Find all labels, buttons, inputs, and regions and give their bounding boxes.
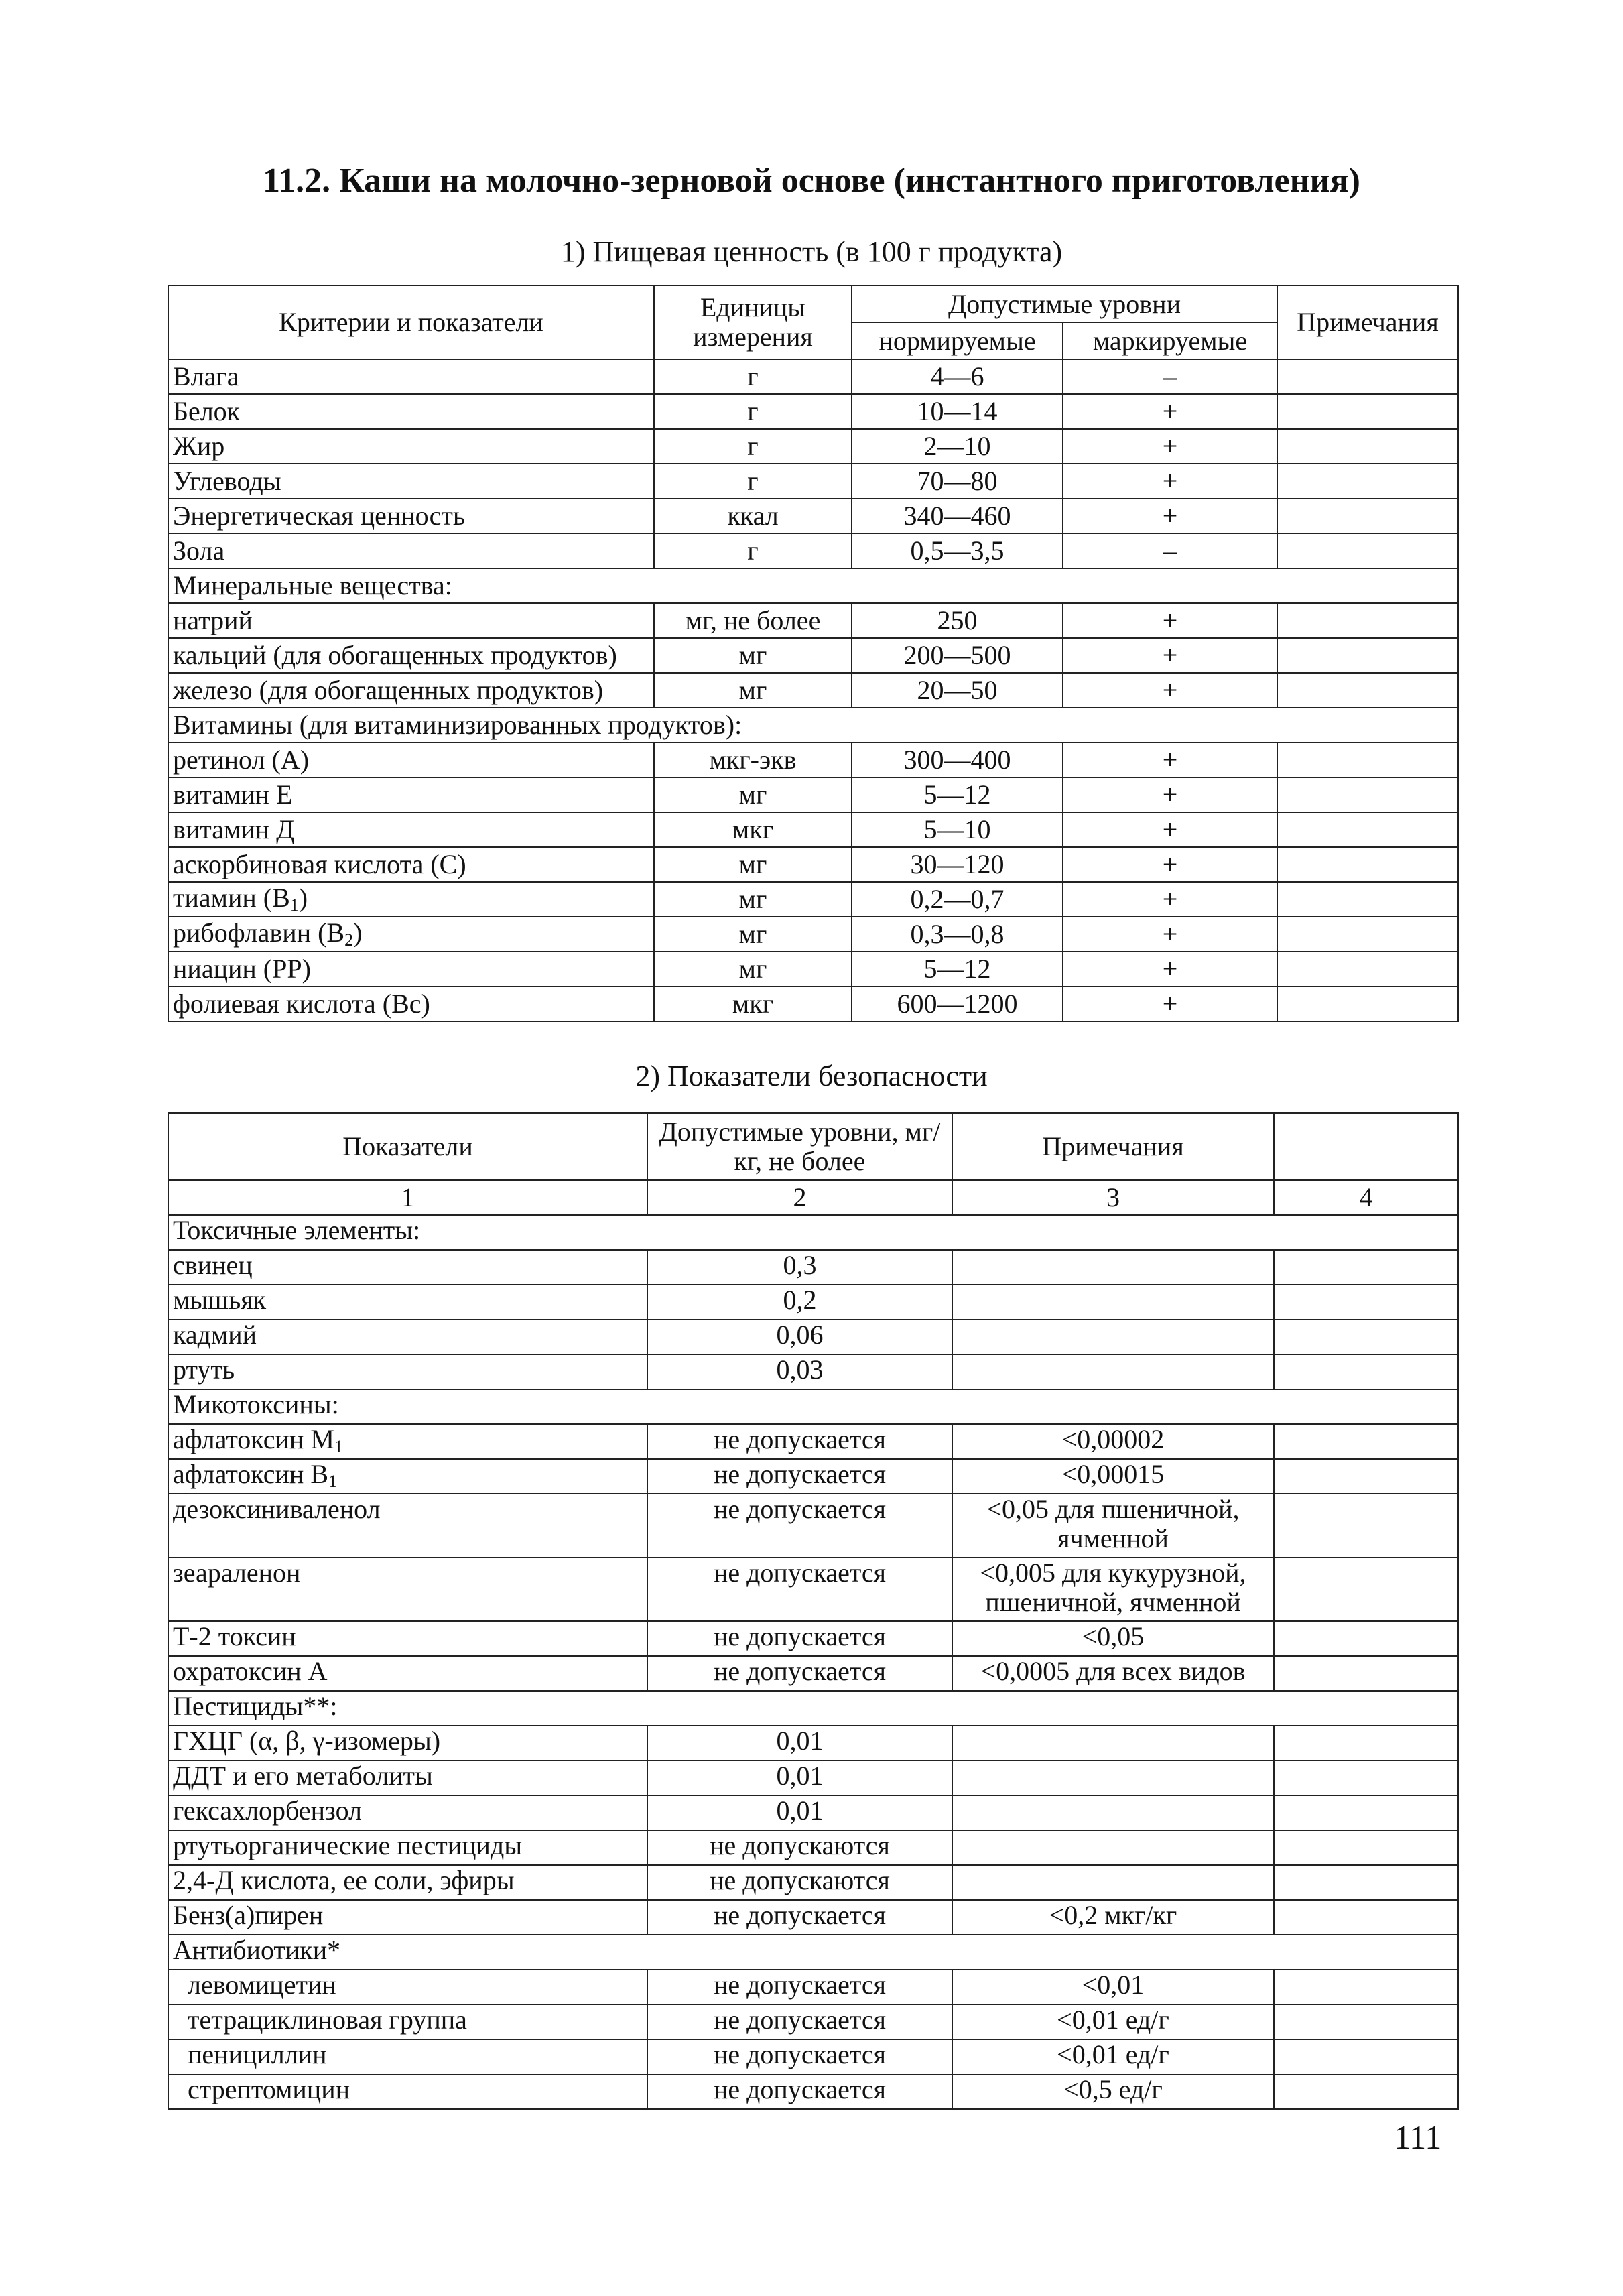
note-cell xyxy=(952,1250,1274,1285)
unit-cell: г xyxy=(654,533,852,568)
note-cell xyxy=(952,1865,1274,1900)
notes-cell xyxy=(1277,429,1458,464)
extra-cell xyxy=(1274,1494,1458,1557)
extra-cell xyxy=(1274,1795,1458,1830)
table-row xyxy=(168,359,1458,394)
level-cell: не допускается xyxy=(647,2039,952,2074)
note-cell xyxy=(952,1795,1274,1830)
indicator-name xyxy=(168,1250,647,1285)
notes-cell xyxy=(1277,533,1458,568)
marked-cell: + xyxy=(1063,464,1277,499)
extra-cell xyxy=(1274,1761,1458,1795)
row-label-text: охратоксин А xyxy=(173,1656,328,1686)
section-heading: Пестициды**: xyxy=(168,1691,1458,1726)
subscript: 2 xyxy=(344,930,354,950)
row-label-text: ртутьорганические пестициды xyxy=(173,1830,523,1860)
unit-cell: мкг xyxy=(654,986,852,1021)
criterion-name xyxy=(168,917,654,952)
header-levels: Допустимые уровни, мг/кг, не более xyxy=(647,1113,952,1180)
table-row xyxy=(168,1320,1458,1354)
normalized-cell: 600—1200 xyxy=(852,986,1063,1021)
page-title: 11.2. Каши на молочно-зерновой основе (инстантного приготовления) xyxy=(263,162,1360,200)
row-label-text: Бенз(а)пирен xyxy=(173,1900,324,1930)
table-row xyxy=(168,1621,1458,1656)
table-row xyxy=(168,1656,1458,1691)
note-cell xyxy=(952,1830,1274,1865)
row-label-text: натрий xyxy=(173,605,253,635)
row-label-text: свинец xyxy=(173,1250,253,1280)
marked-cell: + xyxy=(1063,499,1277,533)
indicator-name xyxy=(168,2004,647,2039)
criterion-name xyxy=(168,603,654,638)
header-levels: Допустимые уровни xyxy=(852,285,1277,322)
level-cell: не допускаются xyxy=(647,1830,952,1865)
row-label-text: железо (для обогащенных продуктов) xyxy=(173,675,604,705)
indicator-name xyxy=(168,1621,647,1656)
normalized-cell: 70—80 xyxy=(852,464,1063,499)
table-row xyxy=(168,1900,1458,1935)
extra-cell xyxy=(1274,2039,1458,2074)
level-cell: 0,06 xyxy=(647,1320,952,1354)
indicator-name xyxy=(168,1795,647,1830)
table-row xyxy=(168,1865,1458,1900)
row-label-text: ДДТ и его метаболиты xyxy=(173,1761,433,1791)
level-cell: 0,01 xyxy=(647,1795,952,1830)
marked-cell: + xyxy=(1063,743,1277,777)
indicator-name xyxy=(168,1656,647,1691)
note-cell: <0,00002 xyxy=(952,1424,1274,1459)
row-label-text: афлатоксин В xyxy=(173,1459,328,1489)
notes-cell xyxy=(1277,394,1458,429)
normalized-cell: 20—50 xyxy=(852,673,1063,708)
header-notes: Примечания xyxy=(1277,285,1458,359)
indicator-name xyxy=(168,1354,647,1389)
criterion-name xyxy=(168,882,654,917)
level-cell: 0,2 xyxy=(647,1285,952,1320)
row-label-text: кадмий xyxy=(173,1320,257,1350)
row-label-text: дезоксиниваленол xyxy=(173,1494,381,1524)
marked-cell: + xyxy=(1063,394,1277,429)
level-cell: не допускается xyxy=(647,1900,952,1935)
table-row xyxy=(168,777,1458,812)
marked-cell: + xyxy=(1063,812,1277,847)
level-cell: не допускается xyxy=(647,1621,952,1656)
marked-cell: + xyxy=(1063,777,1277,812)
table-row xyxy=(168,1424,1458,1459)
unit-cell: г xyxy=(654,429,852,464)
notes-cell xyxy=(1277,359,1458,394)
header-empty xyxy=(1274,1113,1458,1180)
row-label-text: левомицетин xyxy=(188,1970,336,2000)
note-cell xyxy=(952,1761,1274,1795)
column-number: 3 xyxy=(952,1180,1274,1215)
section-row xyxy=(168,1691,1458,1726)
notes-cell xyxy=(1277,603,1458,638)
table-row xyxy=(168,638,1458,673)
section-heading: Витамины (для витаминизированных продуктов): xyxy=(168,708,1458,743)
section-row xyxy=(168,708,1458,743)
note-cell: <0,05 xyxy=(952,1621,1274,1656)
normalized-cell: 200—500 xyxy=(852,638,1063,673)
row-label-text: витамин Д xyxy=(173,814,295,844)
notes-cell xyxy=(1277,743,1458,777)
indicator-name xyxy=(168,1970,647,2004)
table-row xyxy=(168,1250,1458,1285)
note-cell: <0,01 ед/г xyxy=(952,2004,1274,2039)
row-label-text: афлатоксин М xyxy=(173,1424,334,1454)
marked-cell: + xyxy=(1063,429,1277,464)
extra-cell xyxy=(1274,1320,1458,1354)
normalized-cell: 5—12 xyxy=(852,777,1063,812)
unit-cell: г xyxy=(654,359,852,394)
unit-cell: мг xyxy=(654,882,852,917)
criterion-name xyxy=(168,464,654,499)
column-number: 1 xyxy=(168,1180,647,1215)
extra-cell xyxy=(1274,1285,1458,1320)
indicator-name xyxy=(168,1830,647,1865)
table-row xyxy=(168,847,1458,882)
normalized-cell: 30—120 xyxy=(852,847,1063,882)
indicator-name xyxy=(168,1726,647,1761)
table-row xyxy=(168,917,1458,952)
notes-cell xyxy=(1277,499,1458,533)
extra-cell xyxy=(1274,1557,1458,1621)
unit-cell: мг xyxy=(654,847,852,882)
row-label-text: ГХЦГ (α, β, γ-изомеры) xyxy=(173,1726,441,1756)
criterion-name xyxy=(168,429,654,464)
unit-cell: мг xyxy=(654,777,852,812)
row-label-text: тиамин (В xyxy=(173,883,290,913)
table-row xyxy=(168,499,1458,533)
table-row xyxy=(168,1795,1458,1830)
header-marked: маркируемые xyxy=(1063,322,1277,359)
row-label-text: мышьяк xyxy=(173,1285,267,1315)
criterion-name xyxy=(168,638,654,673)
subscript: 1 xyxy=(334,1437,343,1456)
extra-cell xyxy=(1274,1621,1458,1656)
table-row xyxy=(168,743,1458,777)
level-cell: не допускается xyxy=(647,1557,952,1621)
extra-cell xyxy=(1274,2074,1458,2109)
marked-cell: – xyxy=(1063,359,1277,394)
marked-cell: + xyxy=(1063,847,1277,882)
level-cell: не допускается xyxy=(647,2074,952,2109)
level-cell: не допускается xyxy=(647,1494,952,1557)
normalized-cell: 340—460 xyxy=(852,499,1063,533)
marked-cell: + xyxy=(1063,638,1277,673)
table-row xyxy=(168,952,1458,986)
indicator-name xyxy=(168,1424,647,1459)
criterion-name xyxy=(168,777,654,812)
note-cell: <0,5 ед/г xyxy=(952,2074,1274,2109)
table-row xyxy=(168,1285,1458,1320)
normalized-cell: 4—6 xyxy=(852,359,1063,394)
notes-cell xyxy=(1277,777,1458,812)
notes-cell xyxy=(1277,882,1458,917)
table-row xyxy=(168,2039,1458,2074)
extra-cell xyxy=(1274,1656,1458,1691)
extra-cell xyxy=(1274,1865,1458,1900)
notes-cell xyxy=(1277,917,1458,952)
criterion-name xyxy=(168,359,654,394)
section-heading: Минеральные вещества: xyxy=(168,568,1458,603)
indicator-name xyxy=(168,2074,647,2109)
normalized-cell: 0,3—0,8 xyxy=(852,917,1063,952)
row-label-text: Влага xyxy=(173,361,239,391)
row-label-text: зеараленон xyxy=(173,1557,301,1588)
unit-cell: мг xyxy=(654,952,852,986)
note-cell: <0,005 для кукурузной, пшеничной, ячменной xyxy=(952,1557,1274,1621)
marked-cell: + xyxy=(1063,882,1277,917)
extra-cell xyxy=(1274,1250,1458,1285)
section-heading: Токсичные элементы: xyxy=(168,1215,1458,1250)
row-label-text: тетрациклиновая группа xyxy=(188,2004,467,2035)
table-row xyxy=(168,603,1458,638)
table-row xyxy=(168,1970,1458,2004)
criterion-name xyxy=(168,533,654,568)
note-cell xyxy=(952,1320,1274,1354)
extra-cell xyxy=(1274,1970,1458,2004)
level-cell: не допускается xyxy=(647,1424,952,1459)
normalized-cell: 5—12 xyxy=(852,952,1063,986)
page-number: 111 xyxy=(1394,2118,1442,2156)
criterion-name xyxy=(168,812,654,847)
unit-cell: г xyxy=(654,464,852,499)
extra-cell xyxy=(1274,1726,1458,1761)
row-label-text: Зола xyxy=(173,535,225,566)
indicator-name xyxy=(168,1459,647,1494)
level-cell: 0,03 xyxy=(647,1354,952,1389)
note-cell: <0,00015 xyxy=(952,1459,1274,1494)
extra-cell xyxy=(1274,1830,1458,1865)
extra-cell xyxy=(1274,1424,1458,1459)
indicator-name xyxy=(168,2039,647,2074)
notes-cell xyxy=(1277,952,1458,986)
table-row xyxy=(168,429,1458,464)
notes-cell xyxy=(1277,638,1458,673)
safety-table-body xyxy=(168,1215,1458,2109)
note-cell xyxy=(952,1285,1274,1320)
marked-cell: – xyxy=(1063,533,1277,568)
row-label-text: ниацин (РР) xyxy=(173,954,311,984)
extra-cell xyxy=(1274,2004,1458,2039)
row-label-text: витамин Е xyxy=(173,779,293,810)
table-row xyxy=(168,464,1458,499)
normalized-cell: 300—400 xyxy=(852,743,1063,777)
indicator-name xyxy=(168,1494,647,1557)
note-cell: <0,2 мкг/кг xyxy=(952,1900,1274,1935)
marked-cell: + xyxy=(1063,673,1277,708)
normalized-cell: 250 xyxy=(852,603,1063,638)
section-row xyxy=(168,568,1458,603)
row-label-text: гексахлорбензол xyxy=(173,1795,363,1826)
extra-cell xyxy=(1274,1900,1458,1935)
marked-cell: + xyxy=(1063,952,1277,986)
nutrition-table xyxy=(168,285,1459,1022)
note-cell: <0,0005 для всех видов xyxy=(952,1656,1274,1691)
row-label-text: ретинол (А) xyxy=(173,745,310,775)
row-label-text: Белок xyxy=(173,396,241,426)
table-row xyxy=(168,2004,1458,2039)
unit-cell: мг xyxy=(654,673,852,708)
table-row xyxy=(168,533,1458,568)
table-row xyxy=(168,986,1458,1021)
row-label-text: Углеводы xyxy=(173,466,281,496)
normalized-cell: 0,2—0,7 xyxy=(852,882,1063,917)
table-row xyxy=(168,1459,1458,1494)
row-label-text: пенициллин xyxy=(188,2039,327,2069)
table-row xyxy=(168,1830,1458,1865)
table-row xyxy=(168,1557,1458,1621)
level-cell: не допускается xyxy=(647,1459,952,1494)
indicator-name xyxy=(168,1900,647,1935)
criterion-name xyxy=(168,673,654,708)
notes-cell xyxy=(1277,812,1458,847)
header-units: Единицы измерения xyxy=(654,285,852,359)
unit-cell: мг, не более xyxy=(654,603,852,638)
row-label-text: 2,4-Д кислота, ее соли, эфиры xyxy=(173,1865,515,1895)
safety-table xyxy=(168,1112,1459,2110)
unit-cell: мг xyxy=(654,917,852,952)
notes-cell xyxy=(1277,847,1458,882)
table-row xyxy=(168,1726,1458,1761)
nutrition-table-body xyxy=(168,359,1458,1021)
note-cell xyxy=(952,1354,1274,1389)
row-label-text: стрептомицин xyxy=(188,2074,350,2104)
normalized-cell: 10—14 xyxy=(852,394,1063,429)
extra-cell xyxy=(1274,1459,1458,1494)
criterion-name xyxy=(168,743,654,777)
note-cell: <0,01 ед/г xyxy=(952,2039,1274,2074)
header-indicators: Показатели xyxy=(168,1113,647,1180)
criterion-name xyxy=(168,952,654,986)
note-cell xyxy=(952,1726,1274,1761)
normalized-cell: 0,5—3,5 xyxy=(852,533,1063,568)
criterion-name xyxy=(168,986,654,1021)
row-label-text: кальций (для обогащенных продуктов) xyxy=(173,640,617,670)
criterion-name xyxy=(168,394,654,429)
column-number: 2 xyxy=(647,1180,952,1215)
marked-cell: + xyxy=(1063,986,1277,1021)
table-row xyxy=(168,1761,1458,1795)
indicator-name xyxy=(168,1865,647,1900)
section-row xyxy=(168,1215,1458,1250)
row-label-tail: ) xyxy=(298,883,308,913)
subscript: 1 xyxy=(328,1472,337,1491)
header-notes: Примечания xyxy=(952,1113,1274,1180)
row-label-tail: ) xyxy=(353,917,363,948)
notes-cell xyxy=(1277,464,1458,499)
row-label-text: Т-2 токсин xyxy=(173,1621,296,1651)
row-label-text: ртуть xyxy=(173,1354,235,1385)
level-cell: не допускаются xyxy=(647,1865,952,1900)
normalized-cell: 2—10 xyxy=(852,429,1063,464)
level-cell: не допускается xyxy=(647,1970,952,2004)
note-cell: <0,05 для пшеничной, ячменной xyxy=(952,1494,1274,1557)
table-row xyxy=(168,2074,1458,2109)
table-row xyxy=(168,394,1458,429)
table-row xyxy=(168,673,1458,708)
level-cell: 0,01 xyxy=(647,1761,952,1795)
indicator-name xyxy=(168,1557,647,1621)
subscript: 1 xyxy=(289,895,299,915)
row-label-text: рибофлавин (В xyxy=(173,917,345,948)
notes-cell xyxy=(1277,986,1458,1021)
indicator-name xyxy=(168,1285,647,1320)
header-normalized: нормируемые xyxy=(852,322,1063,359)
unit-cell: мкг-экв xyxy=(654,743,852,777)
unit-cell: мкг xyxy=(654,812,852,847)
level-cell: 0,01 xyxy=(647,1726,952,1761)
criterion-name xyxy=(168,499,654,533)
level-cell: не допускается xyxy=(647,1656,952,1691)
section-heading: Антибиотики* xyxy=(168,1935,1458,1970)
row-label-text: Жир xyxy=(173,431,225,461)
normalized-cell: 5—10 xyxy=(852,812,1063,847)
extra-cell xyxy=(1274,1354,1458,1389)
table-row xyxy=(168,1494,1458,1557)
table-row xyxy=(168,882,1458,917)
criterion-name xyxy=(168,847,654,882)
indicator-name xyxy=(168,1320,647,1354)
marked-cell: + xyxy=(1063,603,1277,638)
column-number: 4 xyxy=(1274,1180,1458,1215)
level-cell: не допускается xyxy=(647,2004,952,2039)
safety-subtitle: 2) Показатели безопасности xyxy=(635,1060,988,1092)
row-label-text: аскорбиновая кислота (С) xyxy=(173,849,466,879)
unit-cell: ккал xyxy=(654,499,852,533)
section-row xyxy=(168,1389,1458,1424)
unit-cell: мг xyxy=(654,638,852,673)
table-row xyxy=(168,812,1458,847)
nutrition-subtitle: 1) Пищевая ценность (в 100 г продукта) xyxy=(560,235,1063,268)
unit-cell: г xyxy=(654,394,852,429)
indicator-name xyxy=(168,1761,647,1795)
level-cell: 0,3 xyxy=(647,1250,952,1285)
section-heading: Микотоксины: xyxy=(168,1389,1458,1424)
notes-cell xyxy=(1277,673,1458,708)
note-cell: <0,01 xyxy=(952,1970,1274,2004)
marked-cell: + xyxy=(1063,917,1277,952)
row-label-text: Энергетическая ценность xyxy=(173,501,466,531)
section-row xyxy=(168,1935,1458,1970)
header-criteria: Критерии и показатели xyxy=(168,285,654,359)
table-row xyxy=(168,1354,1458,1389)
row-label-text: фолиевая кислота (Вс) xyxy=(173,988,430,1019)
